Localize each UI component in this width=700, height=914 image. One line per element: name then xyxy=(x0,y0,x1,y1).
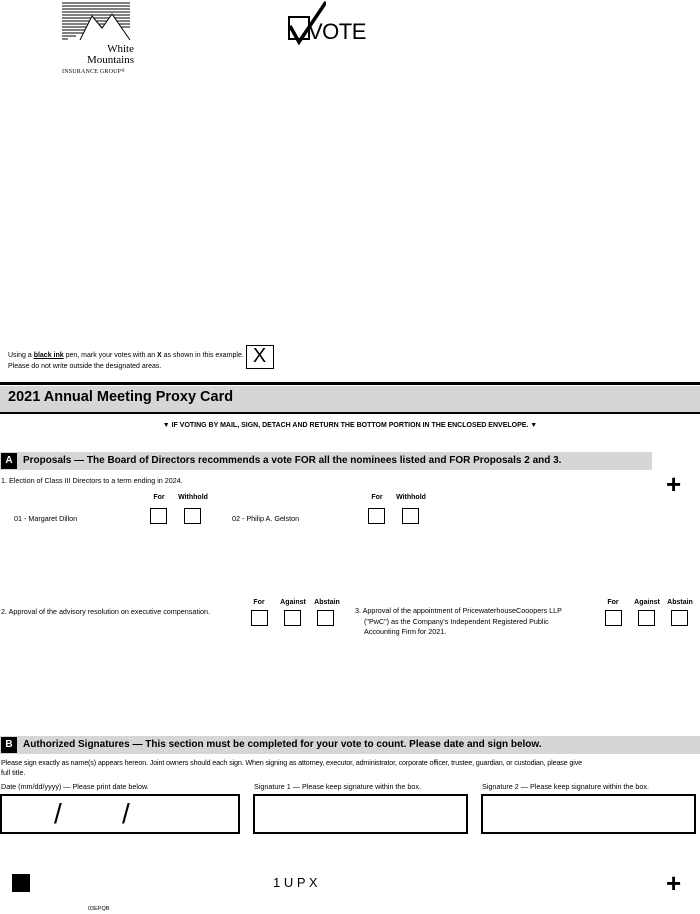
proposal-2-abstain-checkbox[interactable] xyxy=(317,610,334,626)
nominee-2-for-header: For xyxy=(371,494,383,501)
proposal-2-against-header: Against xyxy=(280,599,306,606)
date-separator-2: / xyxy=(122,798,130,829)
signing-instructions: Please sign exactly as name(s) appears hereon. Joint owners should each sign. When signing as attorney, executor, administrator, corporate officer, trustee, guardian, or custodian, please give full title. xyxy=(1,758,583,777)
signature-2-label: Signature 2 — Please keep signature within the box. xyxy=(482,782,650,791)
vote-logo xyxy=(286,0,366,48)
instruction-line-1: Using a black ink pen, mark your votes with an X as shown in this example. xyxy=(8,352,244,359)
instruction-line-2: Please do not write outside the designated areas. xyxy=(8,363,162,370)
example-mark-box xyxy=(246,345,274,369)
logo-line-white: White xyxy=(107,43,134,55)
signature-1-label: Signature 1 — Please keep signature within the box. xyxy=(254,782,422,791)
nominee-2-for-checkbox[interactable] xyxy=(368,508,385,524)
nominee-1-withhold-checkbox[interactable] xyxy=(184,508,201,524)
proposal-3-against-checkbox[interactable] xyxy=(638,610,655,626)
proposal-2-for-header: For xyxy=(253,599,265,606)
form-small-code: 03EPQB xyxy=(88,906,110,912)
proposal-2-abstain-header: Abstain xyxy=(314,599,340,606)
section-a-badge: A xyxy=(1,453,17,469)
page-title: 2021 Annual Meeting Proxy Card xyxy=(8,389,234,405)
proposal-3-for-checkbox[interactable] xyxy=(605,610,622,626)
nominee-2-name: 02 - Philip A. Gelston xyxy=(232,514,300,523)
nominee-2-withhold-checkbox[interactable] xyxy=(402,508,419,524)
vote-logo-text: VOTE xyxy=(308,19,366,44)
proposal-3-label: 3. Approval of the appointment of PricewaterhouseCooopers LLP ("PwC") as the Company's Independent Registered Public Accounting Firm for 2021. xyxy=(355,606,562,636)
bottom-plus-icon: + xyxy=(666,868,682,898)
proposal-2-for-checkbox[interactable] xyxy=(251,610,268,626)
logo-line-insurance-group: INSURANCE GROUP® xyxy=(62,69,126,75)
proposal-3-against-header: Against xyxy=(634,599,660,606)
proposal-3-for-header: For xyxy=(607,599,619,606)
form-code: 1 U P X xyxy=(273,875,318,890)
registration-square-mark xyxy=(12,874,30,892)
signature-1-box[interactable] xyxy=(253,794,468,834)
mountain-lines-icon xyxy=(62,2,132,40)
date-input-box[interactable] xyxy=(0,794,240,834)
nominee-1-for-checkbox[interactable] xyxy=(150,508,167,524)
section-b-badge: B xyxy=(1,737,17,753)
date-label: Date (mm/dd/yyyy) — Please print date below. xyxy=(1,782,149,791)
nominee-1-withhold-header: Withhold xyxy=(178,494,208,501)
signature-2-box[interactable] xyxy=(481,794,696,834)
proposal-1-label: 1. Election of Class III Directors to a term ending in 2024. xyxy=(1,476,183,485)
mail-instruction: ▼ IF VOTING BY MAIL, SIGN, DETACH AND RETURN THE BOTTOM PORTION IN THE ENCLOSED ENVELOPE. ▼ xyxy=(162,422,538,429)
logo-line-mountains: Mountains xyxy=(86,54,134,66)
nominee-2-withhold-header: Withhold xyxy=(396,494,426,501)
white-mountains-logo xyxy=(58,2,138,76)
nominee-1-for-header: For xyxy=(153,494,165,501)
section-a-title: Proposals — The Board of Directors recommends a vote FOR all the nominees listed and FOR Proposals 2 and 3. xyxy=(23,455,562,466)
nominee-1-name: 01 - Margaret Dillon xyxy=(14,514,78,523)
marking-instructions xyxy=(8,350,244,372)
title-bottom-rule xyxy=(0,412,700,414)
proposal-2-against-checkbox[interactable] xyxy=(284,610,301,626)
proposal-3-abstain-checkbox[interactable] xyxy=(671,610,688,626)
section-b-title: Authorized Signatures — This section must be completed for your vote to count. Please date and sign below. xyxy=(23,739,542,750)
proposal-3-abstain-header: Abstain xyxy=(667,599,693,606)
example-x-mark: X xyxy=(252,345,267,367)
title-top-rule xyxy=(0,382,700,385)
proposal-2-label: 2. Approval of the advisory resolution on executive compensation. xyxy=(1,607,210,616)
date-separator-1: / xyxy=(54,798,62,829)
registration-plus-icon: + xyxy=(666,469,682,499)
